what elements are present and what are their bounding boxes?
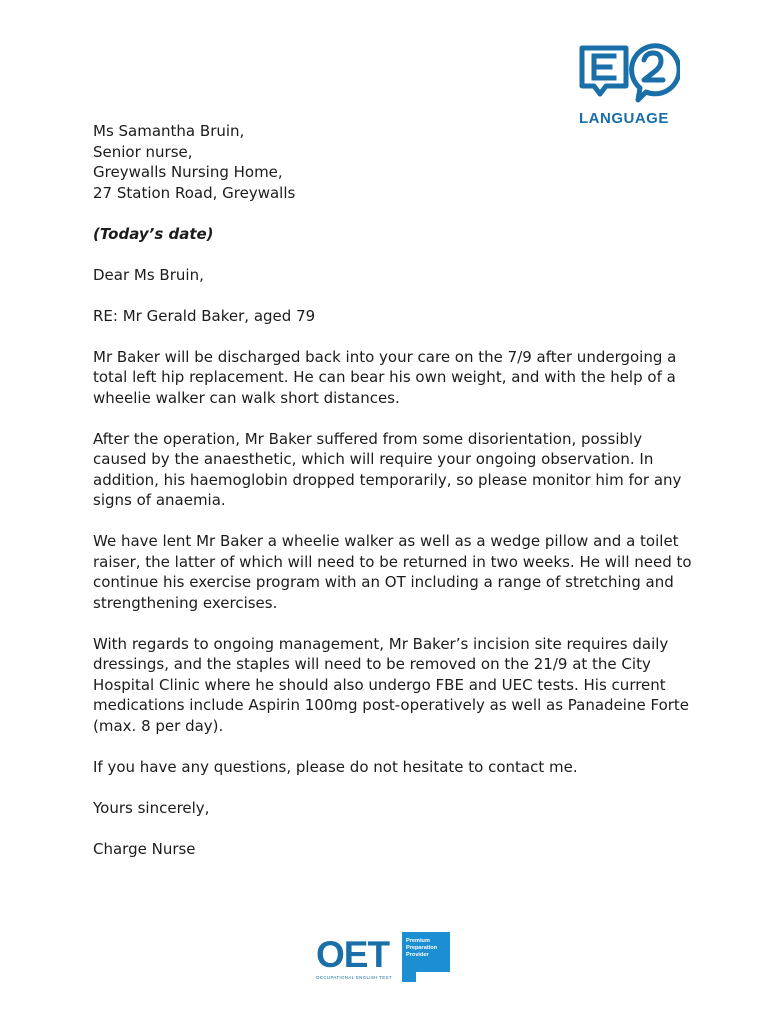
badge-line-preparation: Preparation — [406, 945, 438, 951]
e2-language-logo — [576, 42, 680, 128]
oet-wordmark: OET — [316, 934, 390, 975]
paragraph-contact: If you have any questions, please do not hesitate to contact me. — [93, 757, 578, 776]
e2-speech-bubble-icon — [576, 42, 680, 110]
paragraph-post-operation: After the operation, Mr Baker suffered from some disorientation, possibly caused by the anaesthetic, which will require your ongoing observation. In addition, his haemoglobin dropped temporarily, so please monitor him for any signs of anaemia. — [93, 429, 682, 509]
letter-body — [93, 121, 693, 859]
recipient-title: Senior nurse, — [93, 142, 193, 161]
recipient-name: Ms Samantha Bruin, — [93, 122, 245, 140]
badge-line-provider: Provider — [406, 952, 429, 958]
recipient-address: 27 Station Road, Greywalls — [93, 183, 296, 202]
paragraph-management: With regards to ongoing management, Mr Baker’s incision site requires daily dressings, and the staples will need to be removed on the 21/9 at the City Hospital Clinic where he should also undergo FBE and UEC tests. His current medications include Aspirin 100mg post-operatively as well as Panadeine Forte (max. 8 per day). — [93, 634, 690, 735]
paragraph-discharge: Mr Baker will be discharged back into your care on the 7/9 after undergoing a total left hip replacement. He can bear his own weight, and with the help of a wheelie walker can walk short distances. — [93, 347, 677, 407]
e2-wordmark: LANGUAGE — [579, 110, 669, 127]
recipient-block — [93, 121, 693, 203]
signature: Charge Nurse — [93, 839, 196, 858]
badge-text — [406, 938, 448, 959]
recipient-organisation: Greywalls Nursing Home, — [93, 163, 283, 181]
paragraph-equipment: We have lent Mr Baker a wheelie walker as well as a wedge pillow and a toilet raiser, the latter of which will need to be returned in two weeks. He will need to continue his exercise program with an OT including a range of stretching and strengthening exercises. — [93, 532, 692, 612]
letter-date: (Today’s date) — [93, 224, 214, 243]
subject-line: RE: Mr Gerald Baker, aged 79 — [93, 306, 316, 325]
salutation: Dear Ms Bruin, — [93, 265, 204, 284]
oet-logo — [316, 930, 452, 982]
closing: Yours sincerely, — [93, 798, 210, 817]
oet-tagline: OCCUPATIONAL ENGLISH TEST — [316, 975, 392, 980]
badge-line-premium: Premium — [406, 938, 430, 944]
badge-tab-decoration — [402, 972, 416, 982]
premium-provider-badge — [402, 932, 450, 972]
